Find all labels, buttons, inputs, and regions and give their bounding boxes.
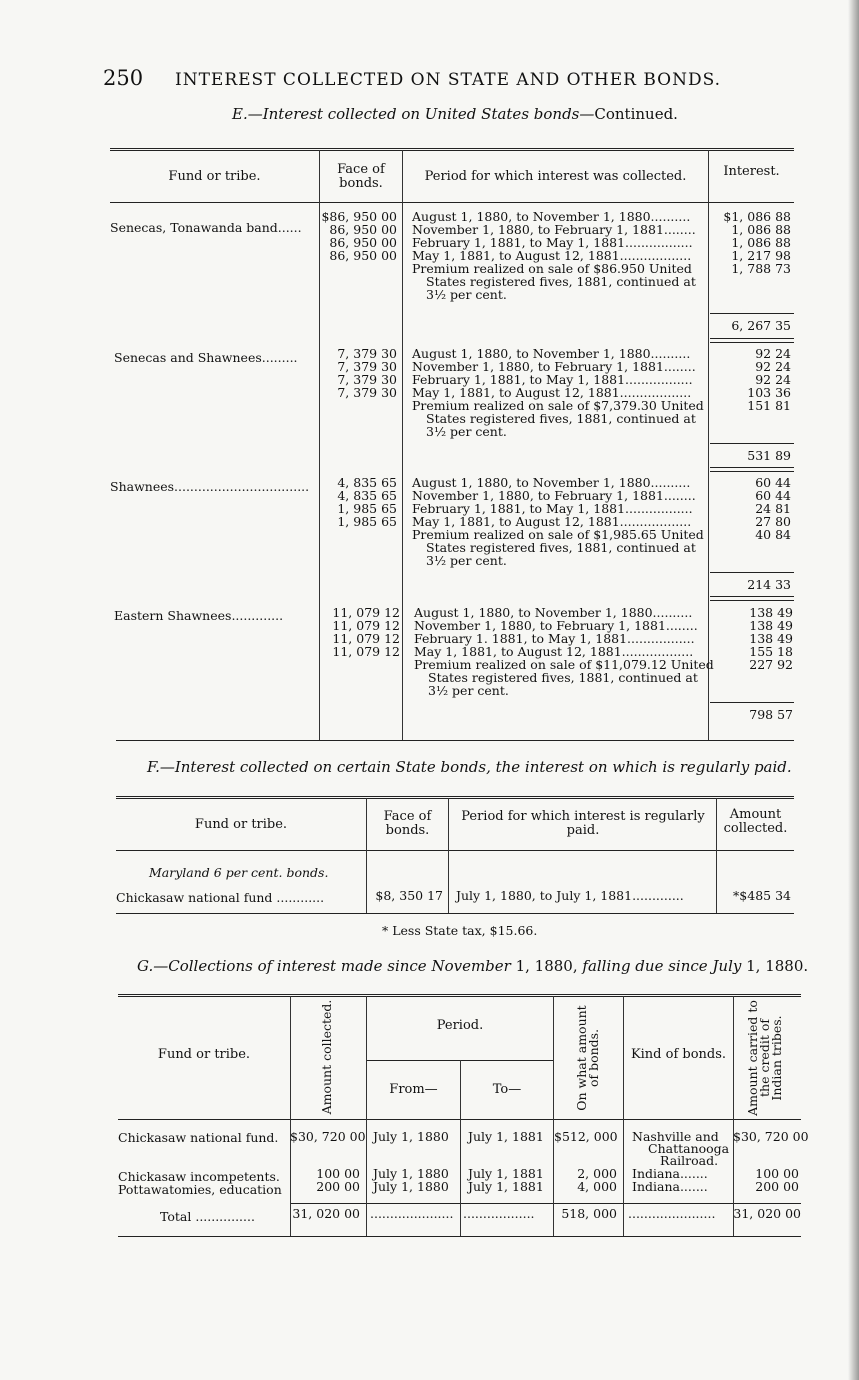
- face-value: 11, 079 12: [332, 618, 400, 633]
- face-value: 11, 079 12: [332, 631, 400, 646]
- interest-value: 103 36: [747, 385, 791, 400]
- group-total: 214 33: [747, 577, 791, 592]
- face-value: $8, 350 17: [375, 888, 443, 903]
- face-value: 11, 079 12: [332, 644, 400, 659]
- col-bonds-header: On what amount of bonds.: [574, 1005, 601, 1111]
- kind-value: Nashville and: [632, 1129, 719, 1144]
- period-line: 3½ per cent.: [428, 683, 509, 698]
- interest-value: 1, 086 88: [731, 222, 791, 237]
- period-line: States registered fives, 1881, continued at: [426, 540, 696, 555]
- face-value: 4, 835 65: [337, 475, 397, 490]
- col-to-header: To—: [492, 1082, 522, 1097]
- period-line: States registered fives, 1881, continued at: [428, 670, 698, 685]
- period-value: July 1, 1880, to July 1, 1881.............: [456, 888, 684, 903]
- face-value: $86, 950 00: [321, 209, 397, 224]
- period-line: May 1, 1881, to August 12, 1881..................: [414, 644, 694, 659]
- from-value: July 1, 1880: [373, 1179, 449, 1194]
- interest-value: 24 81: [755, 501, 791, 516]
- amount-value: $30, 720 00: [290, 1129, 366, 1144]
- face-value: 11, 079 12: [332, 605, 400, 620]
- interest-value: 138 49: [749, 631, 793, 646]
- amount-value: 200 00: [316, 1179, 360, 1194]
- col-amount-header: Amount collected.: [723, 807, 788, 836]
- credit-value: $30, 720 00: [733, 1129, 809, 1144]
- from-value: July 1, 1880: [373, 1129, 449, 1144]
- interest-value: 92 24: [755, 359, 791, 374]
- footnote: * Less State tax, $15.66.: [382, 923, 538, 938]
- group-total: 798 57: [749, 707, 793, 722]
- page-edge-shadow: [848, 0, 859, 1380]
- period-line: States registered fives, 1881, continued at: [426, 274, 696, 289]
- total-amount: 31, 020 00: [292, 1206, 360, 1221]
- period-line: November 1, 1880, to February 1, 1881........: [412, 488, 696, 503]
- period-line: 3½ per cent.: [426, 553, 507, 568]
- to-value: July 1, 1881: [468, 1129, 544, 1144]
- col-interest-header: Interest.: [723, 164, 780, 179]
- total-bonds: 518, 000: [561, 1206, 617, 1221]
- period-line: August 1, 1880, to November 1, 1880..........: [412, 209, 691, 224]
- interest-value: $1, 086 88: [723, 209, 791, 224]
- interest-value: 138 49: [749, 605, 793, 620]
- fund-name: Pottawatomies, education: [118, 1182, 282, 1197]
- face-value: 86, 950 00: [329, 248, 397, 263]
- kind-value: Chattanooga: [648, 1141, 730, 1156]
- total-credit: 31, 020 00: [733, 1206, 801, 1221]
- col-face-header: Face of bonds.: [337, 162, 385, 191]
- kind-value: Indiana.......: [632, 1166, 708, 1181]
- period-line: November 1, 1880, to February 1, 1881........: [412, 359, 696, 374]
- period-line: Premium realized on sale of $86.950 United: [412, 261, 692, 276]
- section-g-title: G.—Collections of interest made since November 1, 1880, falling due since July 1, 1880.: [137, 957, 809, 975]
- col-period-header: Period for which interest is regularly paid.: [461, 809, 705, 838]
- dot-leader: ..................: [463, 1206, 535, 1221]
- interest-value: 138 49: [749, 618, 793, 633]
- col-fund-header: Fund or tribe.: [168, 169, 261, 184]
- bonds-value: 2, 000: [577, 1166, 617, 1181]
- from-value: July 1, 1880: [373, 1166, 449, 1181]
- fund-name: Chickasaw national fund ............: [116, 890, 325, 905]
- face-value: 7, 379 30: [337, 346, 397, 361]
- bond-subheading: Maryland 6 per cent. bonds.: [149, 865, 329, 880]
- group-total: 6, 267 35: [731, 318, 791, 333]
- dot-leader: ......................: [628, 1206, 716, 1221]
- fund-name: Eastern Shawnees.............: [114, 608, 284, 623]
- face-value: 4, 835 65: [337, 488, 397, 503]
- period-line: November 1, 1880, to February 1, 1881........: [412, 222, 696, 237]
- interest-value: 27 80: [755, 514, 791, 529]
- credit-value: 200 00: [755, 1179, 799, 1194]
- col-fund-header: Fund or tribe.: [157, 1047, 251, 1062]
- period-line: States registered fives, 1881, continued at: [426, 411, 696, 426]
- interest-value: 227 92: [749, 657, 793, 672]
- group-total: 531 89: [747, 448, 791, 463]
- period-line: August 1, 1880, to November 1, 1880..........: [412, 346, 691, 361]
- period-line: Premium realized on sale of $1,985.65 United: [412, 527, 704, 542]
- period-line: Premium realized on sale of $11,079.12 United: [414, 657, 714, 672]
- total-label: Total ...............: [160, 1209, 255, 1224]
- page-title: INTEREST COLLECTED ON STATE AND OTHER BONDS.: [175, 70, 722, 90]
- period-line: August 1, 1880, to November 1, 1880..........: [412, 475, 691, 490]
- interest-value: 92 24: [755, 372, 791, 387]
- period-line: February 1, 1881, to May 1, 1881.................: [412, 235, 693, 250]
- col-fund-header: Fund or tribe.: [194, 817, 288, 832]
- period-line: February 1, 1881, to May 1, 1881.................: [412, 501, 693, 516]
- to-value: July 1, 1881: [468, 1179, 544, 1194]
- period-line: May 1, 1881, to August 12, 1881..................: [412, 248, 692, 263]
- fund-name: Senecas and Shawnees.........: [114, 350, 298, 365]
- period-line: November 1, 1880, to February 1, 1881........: [414, 618, 698, 633]
- interest-value: 40 84: [755, 527, 791, 542]
- face-value: 7, 379 30: [337, 359, 397, 374]
- face-value: 86, 950 00: [329, 235, 397, 250]
- col-face-header: Face of bonds.: [383, 809, 432, 838]
- interest-value: 1, 217 98: [731, 248, 791, 263]
- period-line: May 1, 1881, to August 12, 1881..................: [412, 514, 692, 529]
- period-line: 3½ per cent.: [426, 287, 507, 302]
- period-line: May 1, 1881, to August 12, 1881..................: [412, 385, 692, 400]
- page-number: 250: [103, 66, 144, 90]
- interest-value: 92 24: [755, 346, 791, 361]
- bonds-value: 4, 000: [577, 1179, 617, 1194]
- col-period-header: Period for which interest was collected.: [424, 169, 687, 184]
- bonds-value: $512, 000: [554, 1129, 618, 1144]
- kind-value: Railroad.: [660, 1153, 719, 1168]
- fund-name: Senecas, Tonawanda band......: [110, 220, 302, 235]
- dot-leader: .....................: [370, 1206, 454, 1221]
- interest-value: 151 81: [747, 398, 791, 413]
- face-value: 1, 985 65: [337, 501, 397, 516]
- face-value: 7, 379 30: [337, 372, 397, 387]
- interest-value: 1, 788 73: [731, 261, 791, 276]
- period-line: Premium realized on sale of $7,379.30 United: [412, 398, 704, 413]
- amount-value: 100 00: [316, 1166, 360, 1181]
- period-line: 3½ per cent.: [426, 424, 507, 439]
- section-e-title: E.—Interest collected on United States bonds—Continued.: [232, 105, 678, 123]
- amount-value: *$485 34: [733, 888, 791, 903]
- to-value: July 1, 1881: [468, 1166, 544, 1181]
- interest-value: 155 18: [749, 644, 793, 659]
- col-credit-header: Amount carried to the credit of Indian tribes.: [745, 1000, 784, 1116]
- section-f-title: F.—Interest collected on certain State bonds, the interest on which is regularly paid.: [147, 758, 792, 776]
- fund-name: Chickasaw national fund.: [118, 1130, 279, 1145]
- col-from-header: From—: [389, 1082, 438, 1097]
- col-period-header: Period.: [436, 1018, 484, 1033]
- col-amount-header: Amount collected.: [319, 999, 334, 1115]
- kind-value: Indiana.......: [632, 1179, 708, 1194]
- interest-value: 60 44: [755, 488, 791, 503]
- period-line: August 1, 1880, to November 1, 1880..........: [414, 605, 693, 620]
- fund-name: Chickasaw incompetents.: [118, 1169, 280, 1184]
- face-value: 86, 950 00: [329, 222, 397, 237]
- face-value: 7, 379 30: [337, 385, 397, 400]
- interest-value: 60 44: [755, 475, 791, 490]
- fund-name: Shawnees..................................: [110, 479, 310, 494]
- interest-value: 1, 086 88: [731, 235, 791, 250]
- col-kind-header: Kind of bonds.: [630, 1047, 727, 1062]
- credit-value: 100 00: [755, 1166, 799, 1181]
- period-line: February 1. 1881, to May 1, 1881.................: [414, 631, 695, 646]
- period-line: February 1, 1881, to May 1, 1881.................: [412, 372, 693, 387]
- face-value: 1, 985 65: [337, 514, 397, 529]
